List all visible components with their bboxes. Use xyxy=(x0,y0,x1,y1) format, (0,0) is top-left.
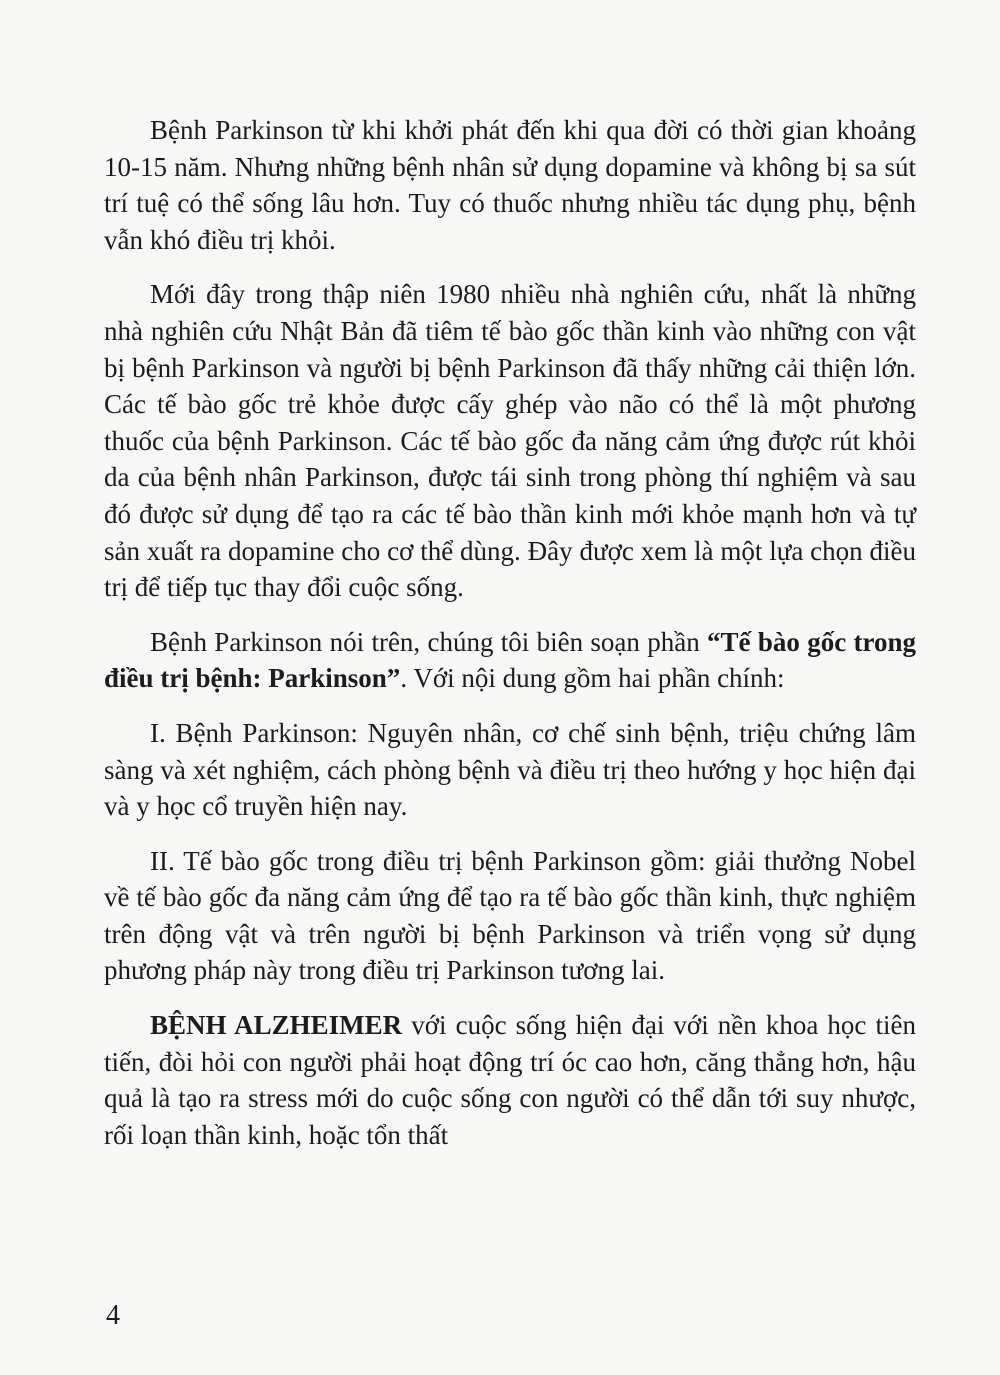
section-title-bold: “Tế bào gốc trong điều trị bệnh: Parkinson” xyxy=(104,626,917,694)
paragraph-6 xyxy=(104,1007,916,1153)
paragraph-3 xyxy=(104,624,916,697)
page-body xyxy=(104,112,916,1171)
paragraph-3-text-start: Bệnh Parkinson nói trên, chúng tôi biên soạn phần xyxy=(150,626,708,657)
paragraph-2-text: Mới đây trong thập niên 1980 nhiều nhà nghiên cứu, nhất là những nhà nghiên cứu Nhật Bản đã tiêm tế bào gốc thần kinh vào những con vật bị bệnh Parkinson và người bị bệnh Parkinson đã thấy những cải thiện lớn. Các tế bào gốc trẻ khỏe được cấy ghép vào não có thể là một phương thuốc của bệnh Parkinson. Các tế bào gốc đa năng cảm ứng được rút khỏi da của bệnh nhân Parkinson, được tái sinh trong phòng thí nghiệm và sau đó được sử dụng để tạo ra các tế bào thần kinh mới khỏe mạnh hơn và tự sản xuất ra dopamine cho cơ thể dùng. Đây được xem là một lựa chọn điều trị để tiếp tục thay đổi cuộc sống. xyxy=(104,279,916,603)
paragraph-1-text: Bệnh Parkinson từ khi khởi phát đến khi qua đời có thời gian khoảng 10-15 năm. Nhưng những bệnh nhân sử dụng dopamine và không bị sa sút trí tuệ có thể sống lâu hơn. Tuy có thuốc nhưng nhiều tác dụng phụ, bệnh vẫn khó điều trị khỏi. xyxy=(104,115,916,255)
page-number: 4 xyxy=(106,1300,120,1331)
paragraph-5 xyxy=(104,843,916,989)
paragraph-1 xyxy=(104,112,916,258)
paragraph-3-text-end: . Với nội dung gồm hai phần chính: xyxy=(400,663,785,694)
paragraph-4 xyxy=(104,715,916,825)
paragraph-5-text: II. Tế bào gốc trong điều trị bệnh Parkinson gồm: giải thưởng Nobel về tế bào gốc đa năng cảm ứng để tạo ra tế bào gốc thần kinh, thực nghiệm trên động vật và trên người bị bệnh Parkinson và triển vọng sử dụng phương pháp này trong điều trị Parkinson tương lai. xyxy=(104,845,916,986)
paragraph-6-text: với cuộc sống hiện đại với nền khoa học tiên tiến, đòi hỏi con người phải hoạt động trí óc cao hơn, căng thẳng hơn, hậu quả là tạo ra stress mới do cuộc sống con người có thể dẫn tới suy nhược, rối loạn thần kinh, hoặc tổn thất xyxy=(104,1010,916,1150)
paragraph-4-text: I. Bệnh Parkinson: Nguyên nhân, cơ chế sinh bệnh, triệu chứng lâm sàng và xét nghiệm, cách phòng bệnh và điều trị theo hướng y học hiện đại và y học cổ truyền hiện nay. xyxy=(104,717,916,822)
alzheimer-heading-bold: BỆNH ALZHEIMER xyxy=(150,1010,403,1041)
paragraph-2 xyxy=(104,276,916,605)
